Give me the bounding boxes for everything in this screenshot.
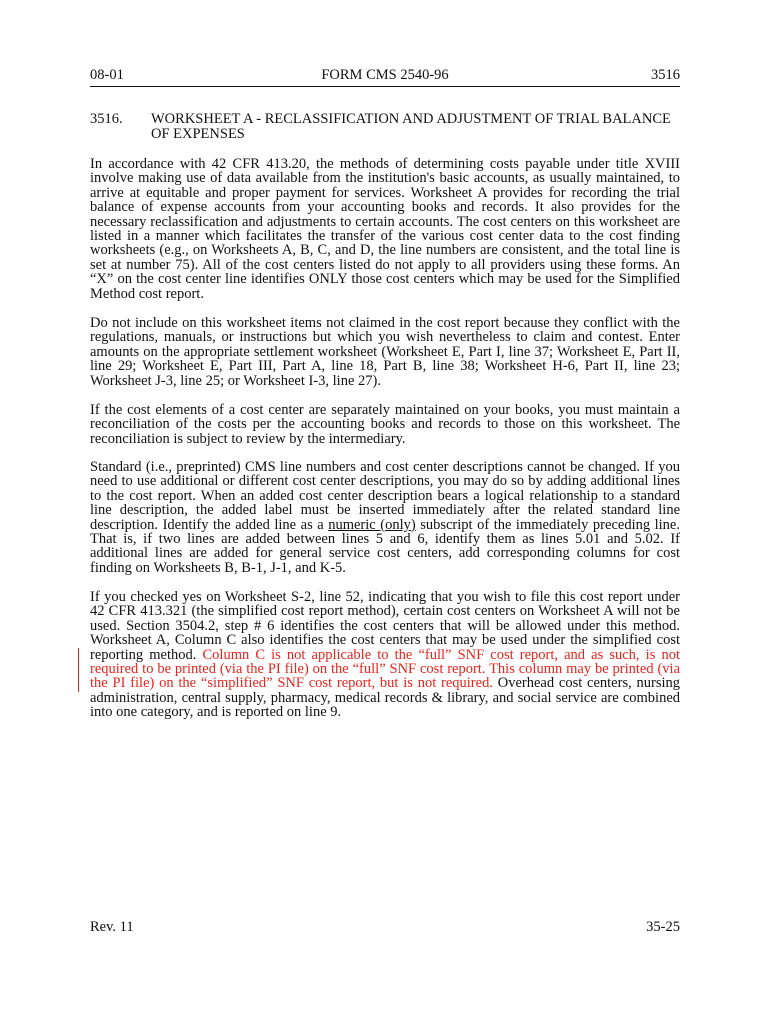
footer-revision: Rev. 11 bbox=[90, 919, 134, 935]
paragraph-reconciliation: If the cost elements of a cost center are separately maintained on your books, you must maintain a reconciliation of the costs per the accounting books and records to those on this worksheet. The reconciliation is subject to review by the intermediary. bbox=[90, 402, 680, 447]
section-title: WORKSHEET A - RECLASSIFICATION AND ADJUSTMENT OF TRIAL BALANCE OF EXPENSES bbox=[151, 111, 671, 142]
footer-page-number: 35-25 bbox=[646, 919, 680, 935]
header-section-number: 3516 bbox=[651, 67, 680, 83]
paragraph-exclusions: Do not include on this worksheet items not claimed in the cost report because they conflict with the regulations, manuals, or instructions but which you wish nevertheless to claim and contest. Enter amounts on the appropriate settlement worksheet (Worksheet E, Part I, line 37; Worksheet E, Part II, line 29; Worksheet E, Part III, Part A, line 18, Part B, line 38; Worksheet H-6, Part II, line 23; Worksheet J-3, line 25; or Worksheet I-3, line 27). bbox=[90, 315, 680, 389]
numeric-only-underlined: numeric (only) bbox=[328, 516, 416, 533]
revision-change-bar bbox=[78, 648, 79, 692]
revised-text-red: Column C is not applicable to the “full” SNF cost report, and as such, is not required to be printed (via the PI file) on the “full” SNF cost report. This column may be printed (via the PI file) on the “simplified” SNF cost report, but is not required. bbox=[90, 646, 680, 692]
paragraph-simplified-method bbox=[90, 590, 680, 720]
paragraph-line-numbers bbox=[90, 460, 680, 575]
section-number: 3516. bbox=[90, 111, 123, 127]
paragraph-simplified-text-b: Overhead cost centers, nursing administration, central supply, pharmacy, medical records & library, and social service are combined into one category, and is reported on line 9. bbox=[90, 675, 680, 721]
paragraph-line-numbers-text-b: subscript of the immediately preceding line. That is, if two lines are added between lines 5 and 6, identify them as lines 5.01 and 5.02. If additional lines are added for general service cost centers, add corresponding columns for cost finding on Worksheets B, B-1, J-1, and K-5. bbox=[90, 516, 680, 576]
paragraph-simplified-text-a: If you checked yes on Worksheet S-2, line 52, indicating that you wish to file this cost report under 42 CFR 413.321 (the simplified cost report method), certain cost centers on Worksheet A will not be used. Section 3504.2, step # 6 identifies the cost centers that will be allowed under this method. Worksheet A, Column C also identifies the cost centers that may be used under the simplified cost reporting method. bbox=[90, 589, 680, 663]
paragraph-line-numbers-text-a: Standard (i.e., preprinted) CMS line numbers and cost center descriptions cannot be changed. If you need to use additional or different cost center descriptions, you may do so by adding additional lines to the cost report. When an added cost center description bears a logical relationship to a standard line description, the added label must be inserted immediately after the related standard line description. Identify the added line as a bbox=[90, 459, 680, 533]
page-footer bbox=[90, 918, 680, 936]
paragraph-intro: In accordance with 42 CFR 413.20, the methods of determining costs payable under title XVIII involve making use of data available from the institution's basic accounts, as usually maintained, to arrive at equitable and proper payment for services. Worksheet A provides for recording the trial balance of expense accounts from your accounting books and records. It also provides for the necessary reclassification and adjustments to certain accounts. The cost centers on this worksheet are listed in a manner which facilitates the transfer of the various cost center data to the cost finding worksheets (e.g., on Worksheets A, B, C, and D, the line numbers are consistent, and the total line is set at number 75). All of the cost centers listed do not apply to all providers using these forms. An “X” on the cost center line identifies ONLY those cost centers which may be used for the Simplified Method cost report. bbox=[90, 156, 680, 302]
header-date: 08-01 bbox=[90, 67, 124, 83]
header-form-title: FORM CMS 2540-96 bbox=[321, 67, 449, 83]
page-header bbox=[90, 66, 680, 87]
